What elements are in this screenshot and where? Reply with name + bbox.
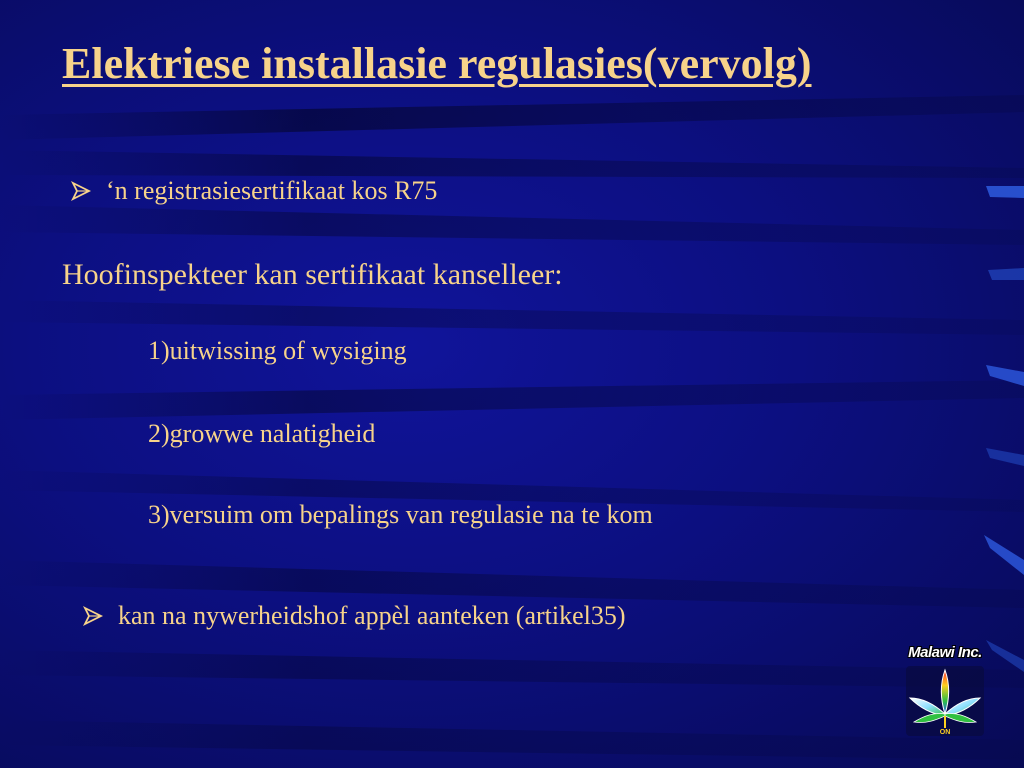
bullet-text: kan na nywerheidshof appèl aanteken (artikel35) [118,601,626,630]
arrow-icon [70,180,92,202]
cancel-heading: Hoofinspekteer kan sertifikaat kanselleer: [62,258,563,291]
list-item: 2)growwe nalatigheid [148,419,376,448]
bullet-item-registration [70,176,437,206]
arrow-icon [82,605,104,627]
slide-title: Elektriese installasie regulasies(vervolg) [62,39,812,88]
leaf-logo-icon [904,664,986,738]
list-item: 1)uitwissing of wysiging [148,336,407,365]
bullet-item-appeal [82,601,626,631]
logo-text: Malawi Inc. [908,644,982,661]
svg-text:ON: ON [939,729,951,736]
bullet-text: ‘n registrasiesertifikaat kos R75 [106,176,438,205]
company-logo [900,644,990,740]
list-item: 3)versuim om bepalings van regulasie na te kom [148,500,653,529]
